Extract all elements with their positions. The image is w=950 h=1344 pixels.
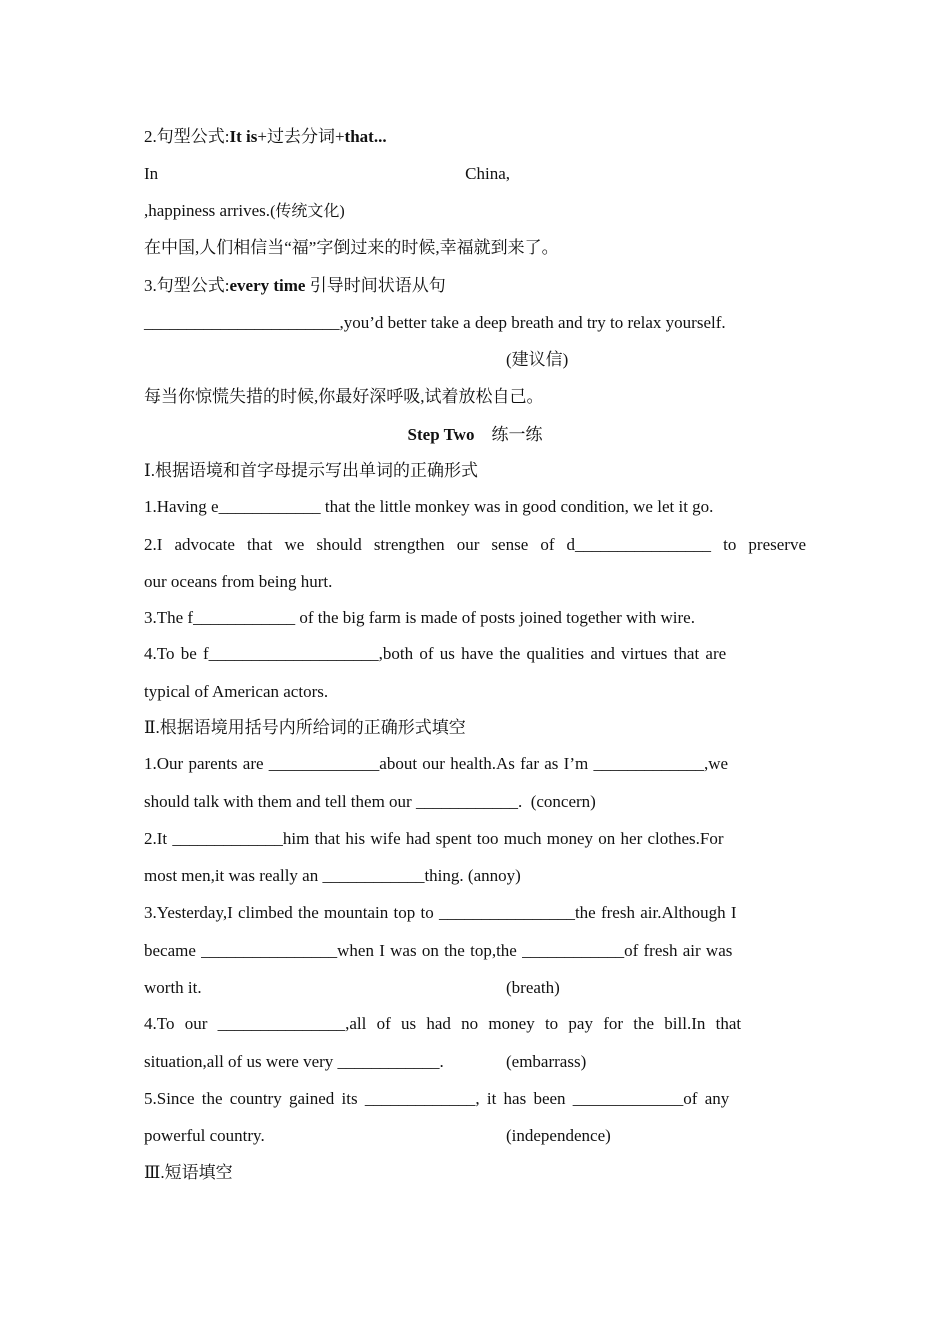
question-text[interactable]: should talk with them and tell them our ____________.: [144, 792, 523, 811]
part2-heading: Ⅱ.根据语境用括号内所给词的正确形式填空: [144, 718, 466, 737]
part1-question-2-cont: our oceans from being hurt.: [144, 572, 333, 591]
part1-question-2[interactable]: 2.I advocate that we should strengthen our sense of d________________ to preserve: [144, 535, 806, 554]
part1-question-1[interactable]: 1.Having e____________ that the little monkey was in good condition, we let it go.: [144, 497, 714, 516]
part2-question-4[interactable]: 4.To our _______________,all of us had no money to pay for the bill.In that: [144, 1014, 742, 1033]
step-title: [144, 424, 806, 446]
word-hint: (concern): [530, 792, 596, 811]
question-text[interactable]: most men,it was really an ____________thing.: [144, 866, 464, 885]
example-2-line1: [144, 163, 806, 185]
word-hint: (independence): [506, 1126, 611, 1145]
example-3-line1: [144, 312, 806, 334]
pattern-bold: It is: [229, 127, 258, 146]
sentence-pattern-2: [144, 126, 806, 148]
example-2-translation: 在中国,人们相信当“福”字倒过来的时候,幸福就到来了。: [144, 238, 559, 257]
example-word-in: In: [144, 164, 159, 183]
example-text: ,happiness arrives.: [144, 201, 271, 220]
part2-question-1[interactable]: 1.Our parents are _____________about our health.As far as I’m _____________,we: [144, 754, 729, 773]
item-number: 3.: [144, 276, 157, 295]
example-text: ,you’d better take a deep breath and try to relax yourself.: [339, 313, 726, 332]
part3-heading: Ⅲ.短语填空: [144, 1163, 233, 1182]
part2-question-2-cont[interactable]: [144, 865, 806, 887]
sentence-pattern-3: [144, 275, 806, 297]
answer-blank[interactable]: _______________________: [144, 313, 340, 332]
example-2-line2: [144, 200, 806, 223]
topic-tag: (建议信): [506, 350, 569, 369]
pattern-bold: every time: [229, 276, 306, 295]
pattern-bold-end: that...: [344, 127, 387, 146]
example-word-china: China,: [465, 164, 510, 183]
word-hint: (annoy): [467, 866, 521, 885]
part1-heading: Ⅰ.根据语境和首字母提示写出单词的正确形式: [144, 461, 478, 480]
part1-question-4[interactable]: 4.To be f____________________,both of us have the qualities and virtues that are: [144, 644, 727, 663]
topic-tag: (传统文化): [270, 203, 345, 220]
part2-question-5-cont: powerful country.: [144, 1126, 265, 1145]
part2-question-3[interactable]: 3.Yesterday,I climbed the mountain top to ________________the fresh air.Although I: [144, 903, 737, 922]
part1-question-3[interactable]: 3.The f____________ of the big farm is made of posts joined together with wire.: [144, 608, 695, 627]
pattern-label: 句型公式:: [156, 127, 230, 146]
step-title-cn: 练一练: [491, 425, 543, 444]
item-number: 2.: [144, 127, 157, 146]
part1-question-4-cont: typical of American actors.: [144, 682, 329, 701]
part2-question-1-cont[interactable]: [144, 791, 806, 813]
word-hint: (embarrass): [506, 1052, 587, 1071]
pattern-rest: 引导时间状语从句: [305, 276, 446, 295]
part2-question-5[interactable]: 5.Since the country gained its _____________, it has been _____________of any: [144, 1089, 730, 1108]
part2-question-3-end: worth it.: [144, 978, 202, 997]
part2-question-2[interactable]: 2.It _____________him that his wife had spent too much money on her clothes.For: [144, 829, 724, 848]
part2-question-4-cont[interactable]: situation,all of us were very ____________.: [144, 1052, 444, 1071]
step-title-en: Step Two: [407, 425, 475, 444]
example-3-translation: 每当你惊慌失措的时候,你最好深呼吸,试着放松自己。: [144, 387, 544, 406]
pattern-label: 句型公式:: [156, 276, 230, 295]
pattern-middle: +过去分词+: [257, 127, 345, 146]
word-hint: (breath): [506, 978, 560, 997]
part2-question-3-cont[interactable]: became ________________when I was on the top,the ____________of fresh air was: [144, 941, 733, 960]
